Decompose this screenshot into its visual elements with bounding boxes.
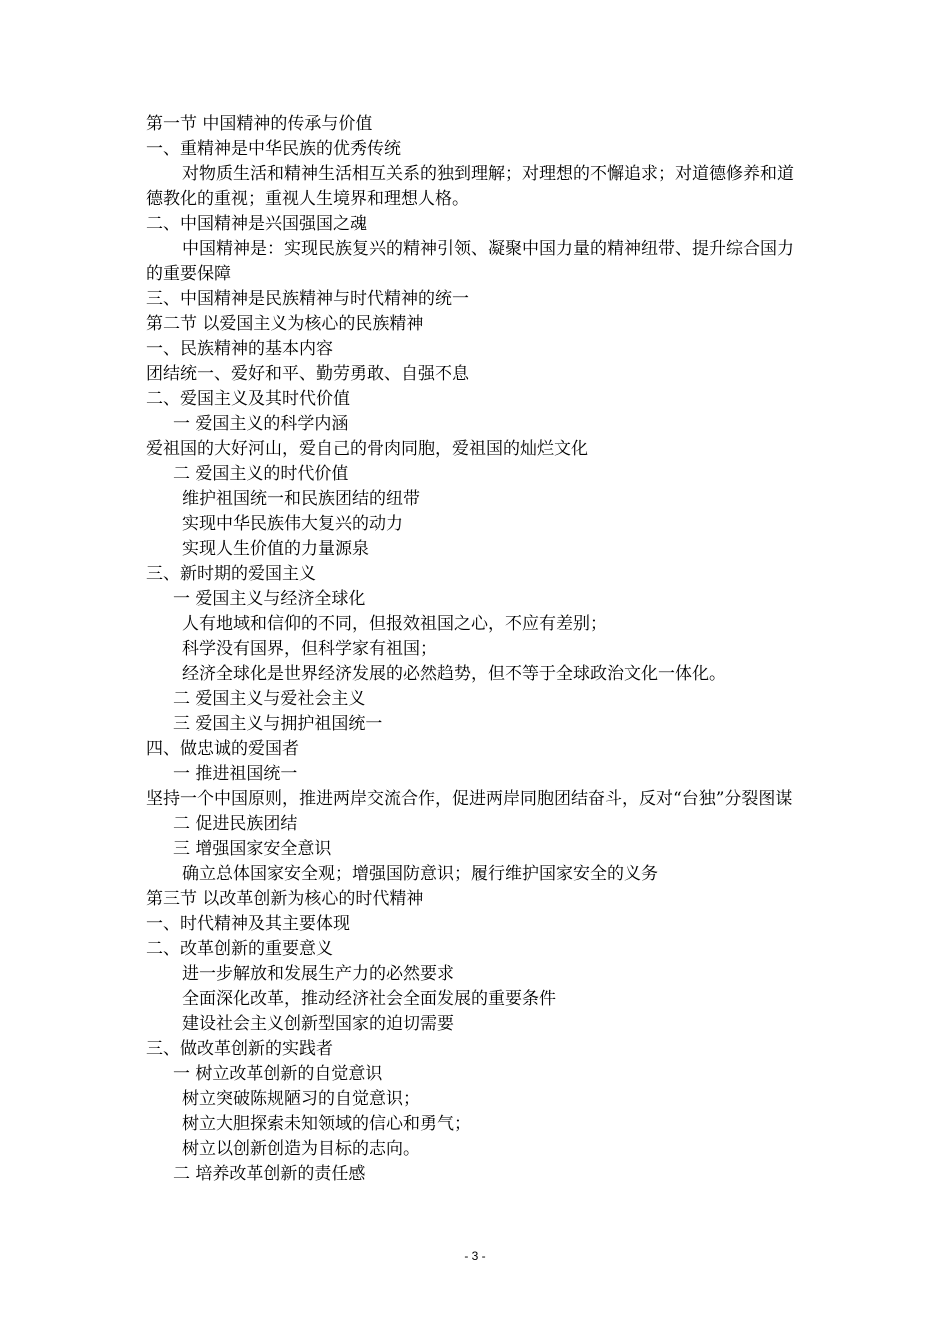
- section-title: 第三节 以改革创新为核心的时代精神: [146, 889, 424, 909]
- text-line: 爱祖国的大好河山，爱自己的骨肉同胞，爱祖国的灿烂文化: [146, 439, 588, 459]
- subheading: 一 树立改革创新的自觉意识: [173, 1064, 383, 1084]
- text-line: 实现中华民族伟大复兴的动力: [182, 514, 403, 534]
- heading: 二、改革创新的重要意义: [146, 939, 333, 959]
- subheading: 一 推进祖国统一: [173, 764, 298, 784]
- heading: 二、爱国主义及其时代价值: [146, 389, 350, 409]
- text-line: 进一步解放和发展生产力的必然要求: [182, 964, 454, 984]
- text-line: 团结统一、爱好和平、勤劳勇敢、自强不息: [146, 364, 469, 384]
- heading: 一、重精神是中华民族的优秀传统: [146, 139, 401, 159]
- heading: 三、新时期的爱国主义: [146, 564, 316, 584]
- text-line: 全面深化改革，推动经济社会全面发展的重要条件: [182, 989, 556, 1009]
- heading: 一、时代精神及其主要体现: [146, 914, 350, 934]
- subheading: 三 增强国家安全意识: [173, 839, 332, 859]
- heading: 二、中国精神是兴国强国之魂: [146, 214, 367, 234]
- text-line: 确立总体国家安全观；增强国防意识；履行维护国家安全的义务: [182, 864, 658, 884]
- heading: 三、做改革创新的实践者: [146, 1039, 333, 1059]
- text-line: 维护祖国统一和民族团结的纽带: [182, 489, 420, 509]
- heading: 一、民族精神的基本内容: [146, 339, 333, 359]
- subheading: 二 促进民族团结: [173, 814, 298, 834]
- text-line: 树立突破陈规陋习的自觉意识；: [182, 1089, 420, 1109]
- subheading: 二 爱国主义与爱社会主义: [173, 689, 366, 709]
- text-line: 经济全球化是世界经济发展的必然趋势，但不等于全球政治文化一体化。: [182, 664, 726, 684]
- subheading: 三 爱国主义与拥护祖国统一: [173, 714, 383, 734]
- subheading: 二 爱国主义的时代价值: [173, 464, 349, 484]
- text-line: 树立以创新创造为目标的志向。: [182, 1139, 420, 1159]
- paragraph: 坚持一个中国原则，推进两岸交流合作，促进两岸同胞团结奋斗，反对“台独”分裂图谋: [146, 789, 793, 809]
- heading: 四、做忠诚的爱国者: [146, 739, 299, 759]
- text-line: 建设社会主义创新型国家的迫切需要: [182, 1014, 454, 1034]
- section-title: 第一节 中国精神的传承与价值: [146, 114, 373, 134]
- subheading: 一 爱国主义与经济全球化: [173, 589, 366, 609]
- page-number: - 3 -: [464, 1249, 486, 1263]
- paragraph: 中国精神是：实现民族复兴的精神引领、凝聚中国力量的精神纽带、提升综合国力的重要保障: [146, 239, 794, 284]
- paragraph: 对物质生活和精神生活相互关系的独到理解；对理想的不懈追求；对道德修养和道德教化的重视；重视人生境界和理想人格。: [146, 164, 794, 209]
- document-body: [146, 112, 810, 1187]
- text-line: 实现人生价值的力量源泉: [182, 539, 369, 559]
- subheading: 二 培养改革创新的责任感: [173, 1164, 366, 1184]
- text-line: 人有地域和信仰的不同，但报效祖国之心，不应有差别；: [182, 614, 607, 634]
- section-title: 第二节 以爱国主义为核心的民族精神: [146, 314, 424, 334]
- text-line: 树立大胆探索未知领域的信心和勇气；: [182, 1114, 471, 1134]
- heading: 三、中国精神是民族精神与时代精神的统一: [146, 289, 469, 309]
- text-line: 科学没有国界，但科学家有祖国；: [182, 639, 437, 659]
- subheading: 一 爱国主义的科学内涵: [173, 414, 349, 434]
